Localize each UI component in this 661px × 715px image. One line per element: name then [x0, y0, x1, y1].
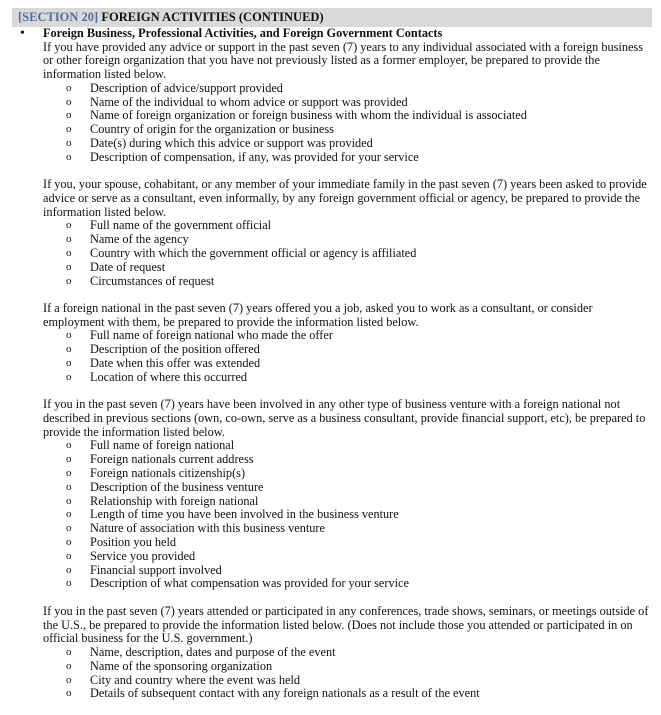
list-item	[43, 467, 653, 481]
list-item	[43, 151, 653, 165]
list-item	[43, 343, 653, 357]
topic-subtitle: Foreign Business, Professional Activities, and Foreign Government Contacts	[43, 26, 443, 40]
circle-bullet-icon: o	[66, 467, 72, 480]
circle-bullet-icon: o	[66, 659, 72, 672]
list-item-text: Foreign nationals current address	[90, 452, 254, 467]
question-groups	[43, 41, 653, 702]
list-item	[43, 219, 653, 233]
list-item	[43, 123, 653, 137]
circle-bullet-icon: o	[66, 508, 72, 521]
list-item-text: Name of the individual to whom advice or support was provided	[90, 94, 408, 109]
list-item-text: Location of where this occurred	[90, 369, 248, 384]
list-item	[43, 646, 653, 660]
topic-content	[43, 27, 653, 715]
list-item	[43, 577, 653, 591]
list-item-text: Date(s) during which this advice or support was provided	[90, 136, 373, 150]
list-item	[43, 508, 653, 522]
circle-bullet-icon: o	[66, 673, 72, 686]
info-list	[43, 646, 653, 701]
list-item	[43, 674, 653, 688]
question-group	[43, 605, 653, 701]
list-item-text: Financial support involved	[90, 562, 222, 577]
list-item	[43, 564, 653, 578]
list-item	[43, 371, 653, 385]
list-item-text: Country of origin for the organization or business	[90, 122, 334, 137]
list-item	[43, 275, 653, 289]
section-title: FOREIGN ACTIVITIES (CONTINUED)	[101, 10, 324, 24]
circle-bullet-icon: o	[66, 246, 72, 259]
circle-bullet-icon: o	[66, 95, 72, 108]
list-item	[43, 660, 653, 674]
circle-bullet-icon: o	[66, 123, 72, 136]
list-item-text: Name of the sponsoring organization	[90, 658, 273, 673]
group-intro: If you in the past seven (7) years have been involved in any other type of business venture with a foreign national not described in previous sections (own, co-own, serve as a business consultant, provide financial support, etc), be prepared to provide the information listed below.	[43, 397, 646, 439]
list-item	[43, 261, 653, 275]
circle-bullet-icon: o	[66, 494, 72, 507]
list-item	[43, 96, 653, 110]
list-item-text: Description of the position offered	[90, 342, 260, 357]
circle-bullet-icon: o	[66, 687, 72, 700]
list-item-text: Name, description, dates and purpose of the event	[90, 645, 336, 660]
info-list	[43, 82, 653, 165]
group-intro: If you have provided any advice or support in the past seven (7) years to any individual associated with a foreign business or other foreign organization that you have not previously listed as a former employer, be prepared to provide the information listed below.	[43, 39, 643, 82]
list-item	[43, 82, 653, 96]
info-list	[43, 329, 653, 384]
list-item-text: Date of request	[90, 259, 166, 274]
list-item	[43, 481, 653, 495]
list-item-text: Date when this offer was extended	[90, 356, 261, 371]
circle-bullet-icon: o	[66, 453, 72, 466]
list-item	[43, 439, 653, 453]
list-item-text: Position you held	[90, 535, 177, 550]
list-item	[43, 247, 653, 261]
group-intro: If a foreign national in the past seven (7) years offered you a job, asked you to work as a consultant, or consider employment with them, be prepared to provide the information listed below.	[43, 301, 593, 329]
list-item-text: Full name of foreign national	[90, 438, 235, 453]
list-item	[43, 453, 653, 467]
circle-bullet-icon: o	[66, 563, 72, 576]
circle-bullet-icon: o	[66, 150, 72, 163]
list-item-text: Name of foreign organization or foreign business with whom the individual is associated	[90, 108, 527, 123]
list-item-text: Description of what compensation was provided for your service	[90, 576, 409, 591]
circle-bullet-icon: o	[66, 260, 72, 273]
list-item-text: Relationship with foreign national	[90, 493, 259, 508]
list-item-text: Description of advice/support provided	[90, 80, 283, 95]
list-item-text: Service you provided	[90, 548, 196, 563]
list-item-text: Description of compensation, if any, was provided for your service	[90, 149, 419, 164]
circle-bullet-icon: o	[66, 370, 72, 383]
section-header	[12, 8, 652, 27]
circle-bullet-icon: o	[66, 343, 72, 356]
circle-bullet-icon: o	[66, 577, 72, 590]
list-item-text: Description of the business venture	[90, 479, 264, 494]
question-group	[43, 41, 653, 165]
circle-bullet-icon: o	[66, 233, 72, 246]
circle-bullet-icon: o	[66, 536, 72, 549]
list-item-text: Length of time you have been involved in the business venture	[90, 507, 399, 522]
list-item-text: Full name of foreign national who made the offer	[90, 328, 333, 343]
circle-bullet-icon: o	[66, 81, 72, 94]
list-item	[43, 137, 653, 151]
list-item-text: City and country where the event was held	[90, 672, 301, 687]
list-item-text: Full name of the government official	[90, 218, 272, 233]
list-item	[43, 550, 653, 564]
list-item-text: Nature of association with this business venture	[90, 521, 325, 536]
info-list	[43, 219, 653, 288]
list-item-text: Circumstances of request	[90, 273, 215, 288]
circle-bullet-icon: o	[66, 522, 72, 535]
list-item	[43, 109, 653, 123]
question-group	[43, 178, 653, 288]
circle-bullet-icon: o	[66, 357, 72, 370]
list-item-text: Foreign nationals citizenship(s)	[90, 466, 246, 481]
list-item-text: Details of subsequent contact with any foreign nationals as a result of the event	[90, 686, 480, 701]
circle-bullet-icon: o	[66, 329, 72, 342]
circle-bullet-icon: o	[66, 109, 72, 122]
group-intro: If you, your spouse, cohabitant, or any member of your immediate family in the past seven (7) years been asked to provide advice or serve as a consultant, even informally, by any foreign government official or agency, be prepared to provide the information listed below.	[43, 177, 647, 219]
list-item	[43, 687, 653, 701]
circle-bullet-icon: o	[66, 646, 72, 659]
section-tag: [SECTION 20]	[18, 10, 99, 24]
list-item	[43, 233, 653, 247]
list-item	[43, 522, 653, 536]
list-item	[43, 357, 653, 371]
list-item-text: Name of the agency	[90, 232, 189, 247]
list-item	[43, 329, 653, 343]
circle-bullet-icon: o	[66, 137, 72, 149]
circle-bullet-icon: o	[66, 480, 72, 493]
group-intro: If you in the past seven (7) years attended or participated in any conferences, trade shows, seminars, or meetings outside of the U.S., be prepared to provide the information listed below. (Does not include those you attended or participated in on official business for the U.S. government.)	[43, 603, 649, 646]
bullet-icon: •	[20, 26, 25, 41]
question-group	[43, 398, 653, 591]
circle-bullet-icon: o	[66, 274, 72, 287]
question-group	[43, 302, 653, 385]
circle-bullet-icon: o	[66, 549, 72, 562]
circle-bullet-icon: o	[66, 439, 72, 452]
list-item	[43, 536, 653, 550]
info-list	[43, 439, 653, 591]
circle-bullet-icon: o	[66, 219, 72, 232]
list-item	[43, 495, 653, 509]
list-item-text: Country with which the government official or agency is affiliated	[90, 245, 417, 260]
